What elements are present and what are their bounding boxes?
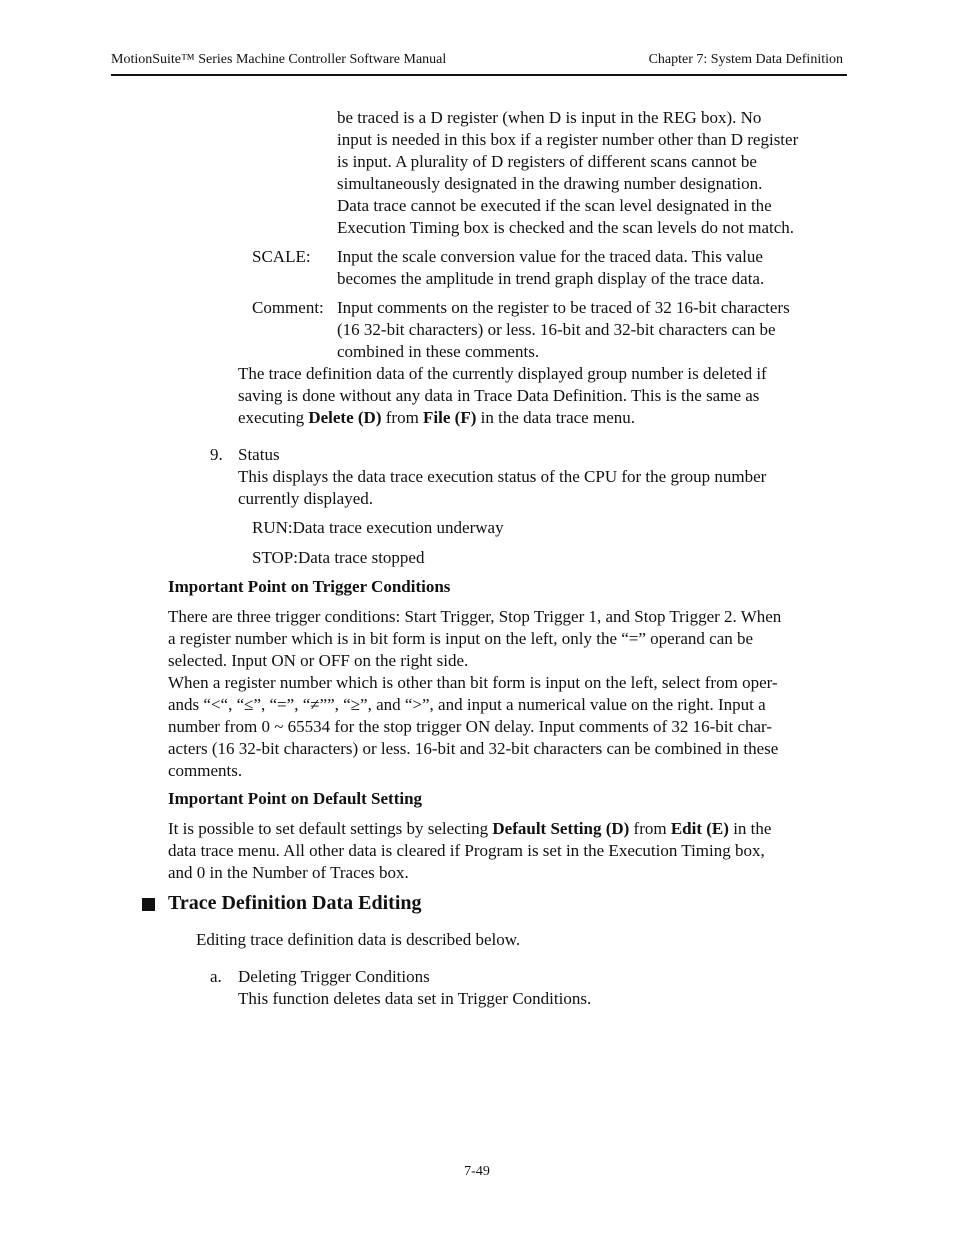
text-line: Input the scale conversion value for the traced data. This value	[337, 247, 763, 266]
scale-label: SCALE:	[252, 247, 311, 266]
text-line: simultaneously designated in the drawing number designation.	[337, 174, 763, 193]
section-heading: Trace Definition Data Editing	[168, 892, 422, 914]
status-title: Status	[238, 445, 280, 464]
text-line: comments.	[168, 761, 243, 780]
section-intro: Editing trace definition data is described below.	[196, 930, 521, 949]
text-line: Input comments on the register to be traced of 32 16-bit characters	[337, 298, 790, 317]
text-run: in the	[728, 819, 772, 838]
text-line: combined in these comments.	[337, 342, 540, 361]
text-line: input is needed in this box if a register number other than D register	[337, 130, 799, 149]
text-line: currently displayed.	[238, 489, 374, 508]
text-run: It is possible to set default settings by selecting	[168, 819, 493, 838]
header-rule	[111, 74, 847, 76]
text-line: becomes the amplitude in trend graph display of the trace data.	[337, 269, 765, 288]
default-setting-heading: Important Point on Default Setting	[168, 789, 423, 808]
text-line: data trace menu. All other data is cleared if Program is set in the Execution Timing box,	[168, 841, 765, 860]
item-a-label: a.	[210, 967, 222, 986]
text-line: selected. Input ON or OFF on the right side.	[168, 651, 469, 670]
text-run: from	[381, 408, 424, 427]
item-a-title: Deleting Trigger Conditions	[238, 967, 430, 986]
text-line: a register number which is in bit form is input on the left, only the “=” operand can be	[168, 629, 754, 648]
trigger-paragraph	[168, 606, 781, 782]
text-line-with-commands	[168, 818, 771, 840]
header-manual-title: MotionSuite™ Series Machine Controller Software Manual	[111, 52, 447, 67]
default-setting-command: Default Setting (D)	[492, 819, 630, 838]
status-run: RUN:Data trace execution underway	[252, 518, 504, 537]
comment-label: Comment:	[252, 298, 324, 317]
text-line: Execution Timing box is checked and the scan levels do not match.	[337, 218, 795, 237]
text-run: executing	[238, 408, 309, 427]
section-bullet-square-icon	[142, 898, 155, 911]
reg-d-description	[337, 107, 798, 239]
status-section	[238, 444, 766, 510]
status-stop: STOP:Data trace stopped	[252, 548, 425, 567]
text-line: The trace definition data of the currently displayed group number is deleted if	[238, 364, 767, 383]
delete-command: Delete (D)	[308, 408, 382, 427]
text-line: (16 32-bit characters) or less. 16-bit and 32-bit characters can be	[337, 320, 776, 339]
header-chapter-title: Chapter 7: System Data Definition	[648, 52, 843, 67]
text-line: ands “<“, “≤”, “=”, “≠””, “≥”, and “>”, and input a numerical value on the right. Input a	[168, 695, 766, 714]
text-line: be traced is a D register (when D is input in the REG box). No	[337, 108, 762, 127]
trigger-heading: Important Point on Trigger Conditions	[168, 577, 451, 596]
edit-menu-name: Edit (E)	[670, 819, 729, 838]
text-line-with-commands	[238, 407, 767, 429]
comment-description	[337, 297, 790, 363]
text-line: saving is done without any data in Trace Data Definition. This is the same as	[238, 386, 760, 405]
page-number: 7-49	[464, 1164, 490, 1179]
text-line: number from 0 ~ 65534 for the stop trigger ON delay. Input comments of 32 16-bit char-	[168, 717, 773, 736]
trace-definition-paragraph	[238, 363, 767, 429]
text-line: and 0 in the Number of Traces box.	[168, 863, 409, 882]
scale-description	[337, 246, 764, 290]
text-line: Data trace cannot be executed if the scan level designated in the	[337, 196, 772, 215]
text-line: This displays the data trace execution status of the CPU for the group number	[238, 467, 767, 486]
item-a-description: This function deletes data set in Trigger Conditions.	[238, 989, 592, 1008]
text-run: in the data trace menu.	[476, 408, 635, 427]
text-line: is input. A plurality of D registers of different scans cannot be	[337, 152, 757, 171]
text-line: There are three trigger conditions: Start Trigger, Stop Trigger 1, and Stop Trigger 2. When	[168, 607, 782, 626]
text-run: from	[629, 819, 671, 838]
status-item-number: 9.	[210, 445, 223, 464]
text-line: acters (16 32-bit characters) or less. 16-bit and 32-bit characters can be combined in these	[168, 739, 779, 758]
text-line: When a register number which is other than bit form is input on the left, select from oper-	[168, 673, 778, 692]
default-setting-paragraph	[168, 818, 771, 884]
item-a	[238, 966, 591, 1010]
file-menu-name: File (F)	[423, 408, 477, 427]
